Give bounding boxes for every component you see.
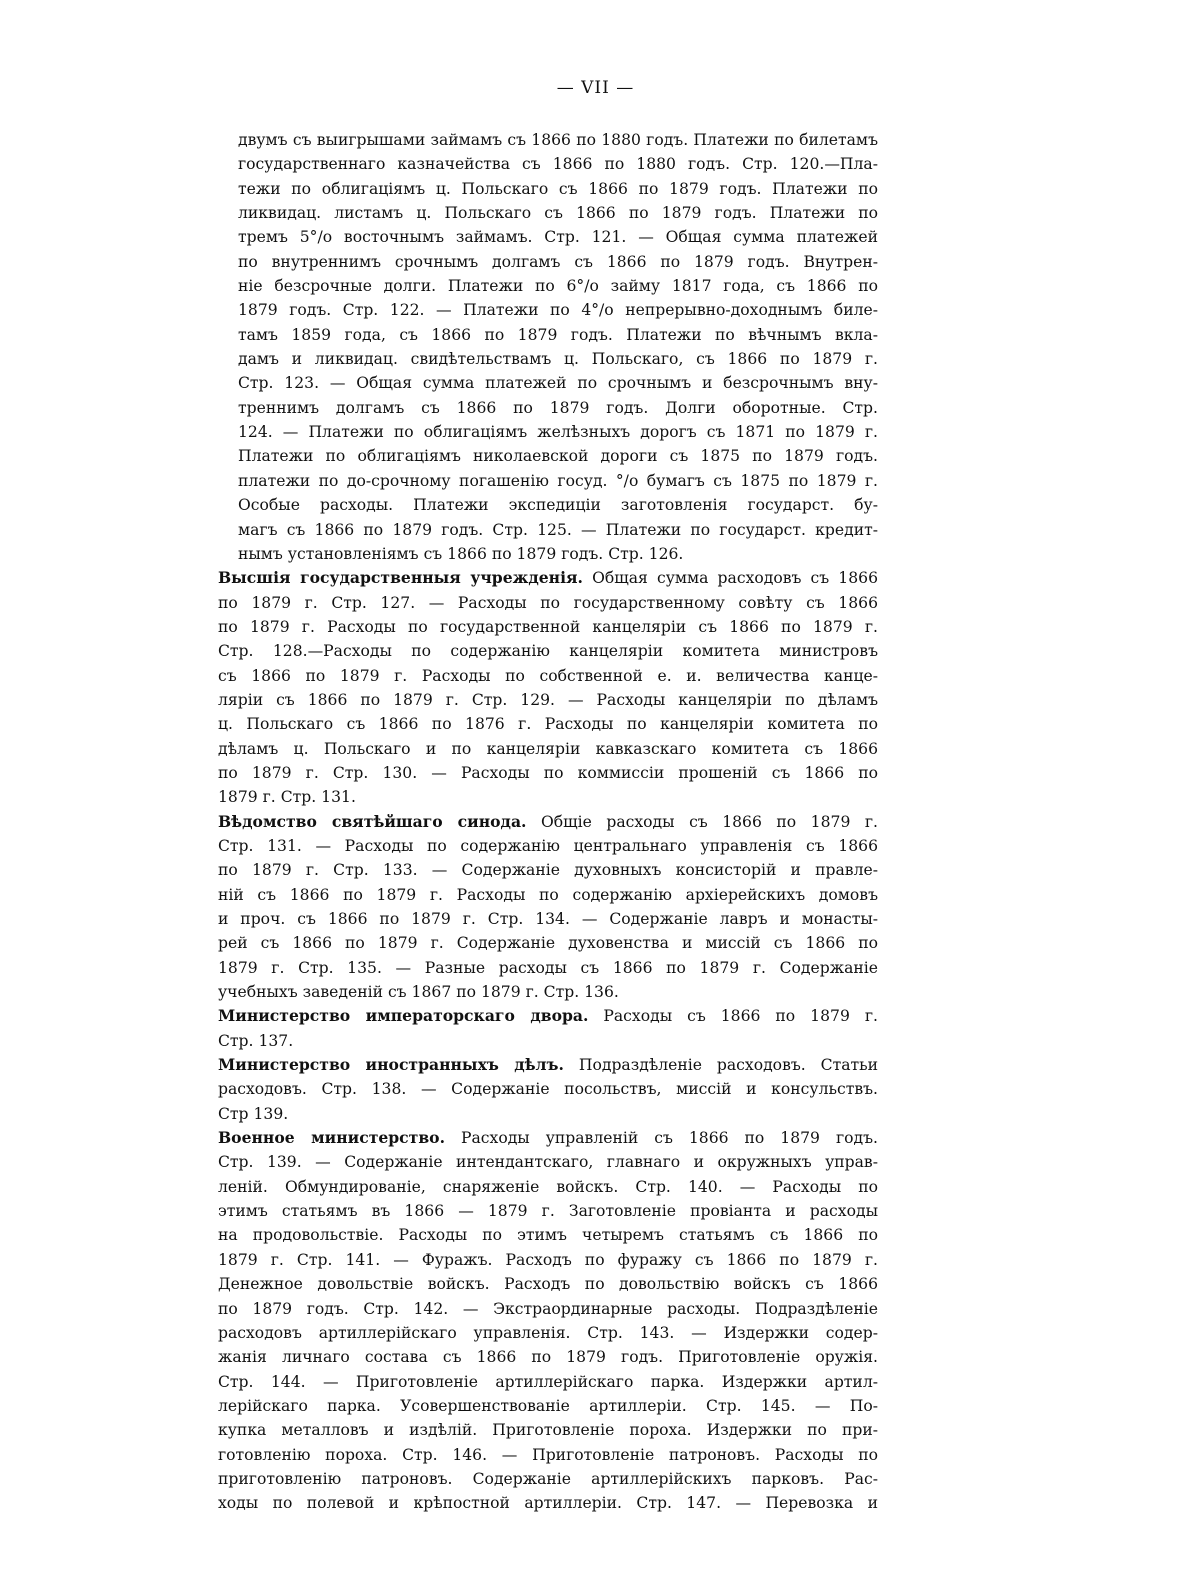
page-number: — VII — [556, 78, 635, 98]
text-line: приготовленію патроновъ. Содержаніе артиллерійскихъ парковъ. Рас- [218, 1469, 878, 1488]
text-line: треннимъ долгамъ съ 1866 по 1879 годъ. Долги оборотные. Стр. [238, 398, 878, 417]
text-line: Стр. 131. — Расходы по содержанію центральнаго управленія съ 1866 [218, 836, 878, 855]
text-line: Стр 139. [218, 1104, 289, 1123]
text-line: этимъ статьямъ въ 1866 — 1879 г. Заготовленіе провіанта и расходы [218, 1202, 878, 1221]
section-title: Министерство императорскаго двора. [218, 1006, 589, 1026]
text-line: Платежи по облигаціямъ николаевской дороги съ 1875 по 1879 годъ. [238, 447, 878, 466]
text-line: 1879 годъ. Стр. 122. — Платежи по 4°/о непрерывно-доходнымъ биле- [238, 301, 878, 320]
text-line: двумъ съ выигрышами займамъ съ 1866 по 1880 годъ. Платежи по билетамъ [238, 131, 878, 149]
text-line: по 1879 годъ. Стр. 142. — Экстраординарные расходы. Подраздѣленіе [218, 1299, 878, 1318]
paragraph-debt-payments [218, 128, 878, 566]
text-line: Стр. 123. — Общая сумма платежей по срочнымъ и безсрочнымъ вну- [238, 374, 878, 393]
text-line: леній. Обмундированіе, снаряженіе войскъ. Стр. 140. — Расходы по [218, 1177, 878, 1196]
text-fragment: Расходы съ 1866 по 1879 г. [588, 1007, 878, 1026]
text-line: по внутреннимъ срочнымъ долгамъ съ 1866 по 1879 годъ. Внутрен- [238, 252, 878, 271]
text-line: дѣламъ ц. Польскаго и по канцеляріи кавказскаго комитета съ 1866 [218, 739, 878, 758]
text-line: по 1879 г. Расходы по государственной канцеляріи съ 1866 по 1879 г. [218, 617, 878, 636]
text-line [218, 1053, 879, 1077]
text-line: 1879 г. Стр. 131. [218, 788, 356, 807]
section-title: Министерство иностранныхъ дѣлъ. [218, 1055, 564, 1075]
section-title: Военное министерство. [218, 1128, 446, 1148]
text-line: платежи по до-срочному погашенію госуд. °/о бумагъ съ 1875 по 1879 г. [238, 471, 878, 490]
text-line: нымъ установленіямъ съ 1866 по 1879 годъ. Стр. 126. [238, 544, 684, 563]
text-fragment: Расходы управленій съ 1866 по 1879 годъ. [445, 1129, 879, 1148]
text-line: на продовольствіе. Расходы по этимъ четыремъ статьямъ съ 1866 по [218, 1226, 878, 1245]
paragraph-holy-synod [218, 810, 878, 1005]
text-line: Стр. 144. — Приготовленіе артиллерійскаго парка. Издержки артил- [218, 1372, 878, 1391]
paragraph-war-ministry [218, 1126, 878, 1516]
text-line: Денежное довольствіе войскъ. Расходъ по довольствію войскъ съ 1866 [218, 1275, 878, 1294]
text-line: ц. Польскаго съ 1866 по 1876 г. Расходы по канцеляріи комитета по [218, 715, 878, 734]
text-line: магъ съ 1866 по 1879 годъ. Стр. 125. — Платежи по государст. кредит- [238, 520, 878, 539]
text-line: тремъ 5°/о восточнымъ займамъ. Стр. 121. — Общая сумма платежей [238, 228, 878, 247]
section-title: Высшія государственныя учрежденія. [218, 568, 583, 588]
text-line: Стр. 128.—Расходы по содержанію канцеляріи комитета министровъ [218, 642, 878, 661]
text-line: готовленію пороха. Стр. 146. — Приготовленіе патроновъ. Расходы по [218, 1445, 878, 1464]
text-line: 1879 г. Стр. 141. — Фуражъ. Расходъ по фуражу съ 1866 по 1879 г. [218, 1250, 878, 1269]
paragraph-imperial-court [218, 1004, 878, 1053]
text-line: по 1879 г. Стр. 127. — Расходы по государственному совѣту съ 1866 [218, 593, 878, 612]
text-line: лерійскаго парка. Усовершенствованіе артиллеріи. Стр. 145. — По- [218, 1396, 878, 1415]
text-line: расходовъ. Стр. 138. — Содержаніе посольствъ, миссій и консульствъ. [218, 1080, 878, 1099]
text-line: тежи по облигаціямъ ц. Польскаго съ 1866 по 1879 годъ. Платежи по [238, 179, 878, 198]
text-line: дамъ и ликвидац. свидѣтельствамъ ц. Польскаго, съ 1866 по 1879 г. [238, 350, 878, 369]
text-line [218, 1126, 879, 1150]
text-line: жанія личнаго состава съ 1866 по 1879 годъ. Приготовленіе оружія. [218, 1348, 878, 1367]
text-line: ликвидац. листамъ ц. Польскаго съ 1866 по 1879 годъ. Платежи по [238, 204, 878, 223]
text-line: 124. — Платежи по облигаціямъ желѣзныхъ дорогъ съ 1871 по 1879 г. [238, 423, 878, 442]
text-fragment: Подраздѣленіе расходовъ. Статьи [563, 1056, 879, 1075]
text-line: ходы по полевой и крѣпостной артиллеріи. Стр. 147. — Перевозка и [218, 1494, 878, 1513]
paragraph-higher-state-institutions [218, 566, 878, 809]
text-fragment: Общая сумма расходовъ съ 1866 [582, 569, 878, 588]
text-line [218, 566, 878, 590]
text-line: съ 1866 по 1879 г. Расходы по собственной е. и. величества канце- [218, 666, 878, 685]
text-line: Стр. 139. — Содержаніе интендантскаго, главнаго и окружныхъ управ- [218, 1153, 878, 1172]
text-line [218, 1004, 878, 1028]
text-body [218, 128, 878, 1516]
text-line: купка металловъ и издѣлій. Приготовленіе пороха. Издержки по при- [218, 1421, 878, 1440]
text-line: ніе безсрочные долги. Платежи по 6°/о займу 1817 года, съ 1866 по [238, 277, 878, 296]
text-line: учебныхъ заведеній съ 1867 по 1879 г. Стр. 136. [218, 983, 619, 1002]
text-line: расходовъ артиллерійскаго управленія. Стр. 143. — Издержки содер- [218, 1323, 878, 1342]
text-line: Особые расходы. Платежи экспедиціи заготовленія государст. бу- [238, 496, 878, 515]
text-line: и проч. съ 1866 по 1879 г. Стр. 134. — Содержаніе лавръ и монасты- [218, 910, 878, 928]
text-line: 1879 г. Стр. 135. — Разные расходы съ 1866 по 1879 г. Содержаніе [218, 958, 878, 977]
text-line: ляріи съ 1866 по 1879 г. Стр. 129. — Расходы канцеляріи по дѣламъ [218, 690, 878, 709]
text-line: ній съ 1866 по 1879 г. Расходы по содержанію архіерейскихъ домовъ [218, 885, 878, 904]
text-line: рей съ 1866 по 1879 г. Содержаніе духовенства и миссій съ 1866 по [218, 934, 878, 953]
text-line: по 1879 г. Стр. 130. — Расходы по коммиссіи прошеній съ 1866 по [218, 763, 878, 782]
text-line: государственнаго казначейства съ 1866 по 1880 годъ. Стр. 120.—Пла- [238, 155, 878, 174]
section-title: Вѣдомство святѣйшаго синода. [218, 811, 527, 831]
text-line: тамъ 1859 года, съ 1866 по 1879 годъ. Платежи по вѣчнымъ вкла- [238, 325, 878, 344]
text-line [218, 810, 878, 834]
text-line: по 1879 г. Стр. 133. — Содержаніе духовныхъ консисторій и правле- [218, 861, 878, 880]
paragraph-foreign-affairs [218, 1053, 878, 1126]
text-fragment: Общіе расходы съ 1866 по 1879 г. [526, 812, 878, 831]
text-line: Стр. 137. [218, 1031, 294, 1050]
